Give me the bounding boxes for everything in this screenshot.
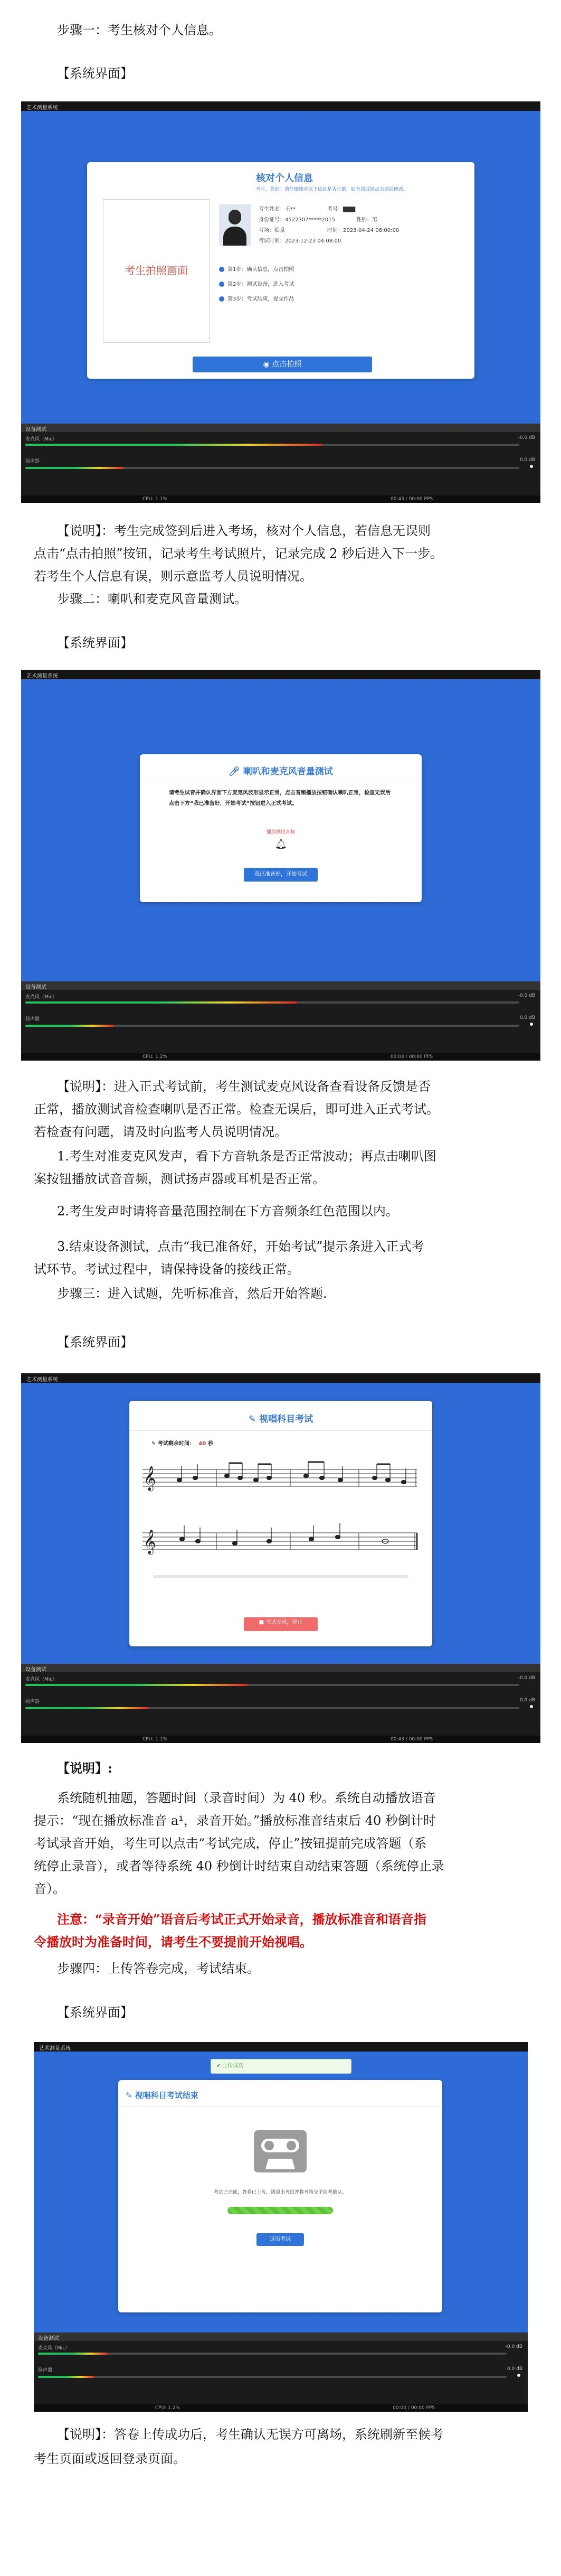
cassette-window <box>261 2139 299 2152</box>
step-list <box>219 263 294 307</box>
cassette-reel <box>287 2141 296 2150</box>
pencil-icon: ✎ <box>126 2091 135 2100</box>
play-hint: 播放测试音频 <box>266 830 295 835</box>
cassette-base <box>265 2159 295 2169</box>
status-left: CPU: 1.1% <box>142 497 168 502</box>
speaker-level-track <box>25 1707 519 1709</box>
card-body: 请考生试音并确认界面下方麦克风波形显示正常，点击音频播放按钮确认喇叭正常，检查无误后点击下方“我已准备好，开始考试”按钮进入正式考试。 <box>169 790 391 807</box>
avatar-head <box>229 210 241 224</box>
device-panel-header: 设备测试 <box>21 1664 540 1672</box>
pencil-icon: ✎ <box>151 1441 158 1447</box>
mic-label: 麦克风（Mic） <box>25 995 58 1000</box>
countdown-value: 40 <box>198 1441 206 1447</box>
speaker-label: 扬声器 <box>25 1699 40 1704</box>
mic-label: 麦克风（Mic） <box>38 2346 70 2351</box>
para3-line: 提示：“现在播放标准音 a¹，录音开始。”播放标准音结束后 40 秒倒计时 <box>34 1813 436 1828</box>
para1-line: 【说明】：考生完成签到后进入考场，核对个人信息，若信息无误则 <box>57 523 431 538</box>
card-title-row: ✎ 视唱科目考试结束 <box>126 2091 198 2100</box>
field-row: 身份证号：4522307*****2015 性别：男 <box>259 217 377 223</box>
step3-heading: 步骤三：进入试题，先听标准音，然后开始答题. <box>57 1286 327 1301</box>
para2-line: 2.考生发声时请将音量范围控制在下方音频条红色范围以内。 <box>57 1204 398 1219</box>
countdown: ✎ 考试剩余时间： 40 秒 <box>151 1441 214 1447</box>
mic-level-fill <box>25 1001 297 1004</box>
para2-line: 正常，播放测试音检查喇叭是否正常。检查无误后，即可进入正式考试。 <box>34 1102 439 1117</box>
status-bar <box>21 495 540 503</box>
speaker-icon[interactable]: 🔔︎ <box>275 839 287 850</box>
progress-track <box>153 1575 408 1578</box>
speaker-level-track <box>25 1025 519 1027</box>
camera-icon: ◉ <box>263 360 272 369</box>
para3-line: 统停止录音），或者等待系统 40 秒倒计时结束自动结束答题（系统停止录 <box>34 1859 444 1874</box>
para2-line: 3.结束设备测试，点击“我已准备好，开始考试”提示条进入正式考 <box>57 1239 424 1254</box>
status-bar <box>21 1736 540 1743</box>
upload-success-toast: ✔ 上传成功 <box>211 2059 351 2074</box>
para2-line: 若检查有问题，请及时向监考人员说明情况。 <box>34 1125 287 1139</box>
mic-label: 麦克风（Mic） <box>25 1677 58 1682</box>
para3-label: 【说明】: <box>57 1760 112 1776</box>
level-right: -0.0 dB <box>505 2344 522 2349</box>
status-right: 00:43 / 00:00 PPS <box>391 1737 433 1742</box>
level-left: 0.0 dB <box>507 2366 522 2372</box>
speaker-label: 扬声器 <box>25 459 40 464</box>
para3-note: 令播放时为准备时间，请考生不要提前开始视唱。 <box>34 1934 312 1950</box>
mic-level-fill <box>25 444 322 446</box>
app-title: 艺术测量系统 <box>26 1377 58 1383</box>
screenshot-sight-singing <box>21 1373 540 1743</box>
speaker-level-fill <box>25 1707 149 1709</box>
device-panel <box>34 2333 528 2412</box>
music-score <box>137 1459 424 1591</box>
speaker-level-fill <box>25 467 124 469</box>
step2-section-label: 【系统界面】 <box>57 635 133 650</box>
para3-line: 考试录音开始，考生可以点击“考试完成，停止”按钮提前完成答题（系 <box>34 1836 427 1851</box>
para2-line: 案按钮播放试音音频，测试扬声器或耳机是否正常。 <box>34 1172 325 1186</box>
status-right: 00:00 / 00:00 PPS <box>391 1054 433 1060</box>
exit-exam-button[interactable]: 退出考试 <box>256 2233 304 2246</box>
device-panel <box>21 981 540 1061</box>
step-item: 第2步：测试设备，进入考试 <box>219 277 294 292</box>
field-row: 考试时间：2023-12-23 04:08:00 <box>259 238 341 244</box>
speaker-level-track <box>38 2376 507 2378</box>
speaker-label: 扬声器 <box>25 1017 40 1022</box>
menu-icon[interactable] <box>530 1705 533 1708</box>
info-card <box>87 162 474 379</box>
status-bar <box>34 2404 528 2412</box>
device-panel <box>21 424 540 503</box>
device-test-card <box>140 754 422 902</box>
mic-level-track <box>25 1001 519 1004</box>
para4-line: 【说明】：答卷上传成功后，考生确认无误方可离场，系统刷新至候考 <box>57 2427 443 2442</box>
notes-row-2 <box>180 1523 389 1545</box>
card-title-row: 🎤︎ 喇叭和麦克风音量测试 <box>229 766 333 777</box>
mic-level-track <box>25 444 519 446</box>
app-title: 艺术测量系统 <box>39 2046 71 2052</box>
para4-line: 考生页面或返回登录页面。 <box>34 2451 186 2466</box>
stop-icon: ■ <box>259 1619 266 1625</box>
finish-stop-button[interactable]: ■ 考试完成，停止 <box>244 1617 318 1631</box>
screenshot-check-info <box>21 101 540 503</box>
status-bar <box>21 1053 540 1061</box>
step4-section-label: 【系统界面】 <box>57 2005 133 2020</box>
mic-level-track <box>38 2353 507 2355</box>
step-item: 第3步：考试结束，提交作品 <box>219 292 294 307</box>
pencil-icon: ✎ <box>248 1414 260 1425</box>
app-titlebar <box>21 101 540 111</box>
speaker-label: 扬声器 <box>38 2368 53 2373</box>
level-left: 0.0 dB <box>519 1698 535 1703</box>
avatar <box>219 204 251 246</box>
step1-section-label: 【系统界面】 <box>57 66 133 81</box>
mic-level-fill <box>38 2353 108 2355</box>
para3-note: 注意：“录音开始”语音后考试正式开始录音，播放标准音和语音指 <box>57 1912 426 1927</box>
upload-progress-fill <box>227 2207 333 2214</box>
para2-line: 试环节。考试过程中，请保持设备的接线正常。 <box>34 1262 300 1277</box>
mic-label: 麦克风（Mic） <box>25 437 58 442</box>
card-title: 核对个人信息 <box>256 173 313 184</box>
menu-icon[interactable] <box>517 2374 520 2377</box>
exam-card <box>129 1401 432 1646</box>
para1-line: 若考生个人信息有误，则示意监考人员说明情况。 <box>34 569 312 584</box>
step-item: 第1步：确认信息，点击拍照 <box>219 263 294 277</box>
photo-frame <box>103 199 210 343</box>
ready-start-button[interactable]: 我已准备好，开始考试 <box>244 868 318 882</box>
level-right: -0.0 dB <box>518 435 535 441</box>
mic-level-fill <box>25 1684 248 1686</box>
para2-line: 1.考生对准麦克风发声，看下方音轨条是否正常波动；再点击喇叭图 <box>57 1149 436 1164</box>
card-notice: 考生，您好！请仔细核对以下信息是否正确，如有误或请点击返回修改。 <box>256 187 408 192</box>
divider <box>118 2106 442 2107</box>
menu-icon[interactable] <box>530 1023 533 1026</box>
notes-row-1 <box>177 1462 406 1484</box>
avatar-body <box>223 227 246 246</box>
device-panel-header: 设备测试 <box>21 981 540 990</box>
microphone-icon: 🎤︎ <box>229 766 243 777</box>
screenshot-device-test <box>21 670 540 1061</box>
level-right: -0.0 dB <box>518 993 535 998</box>
step4-heading: 步骤四：上传答卷完成，考试结束。 <box>57 1961 260 1976</box>
status-right: 00:00 / 00:00 PPS <box>393 2405 435 2411</box>
field-list <box>259 204 470 247</box>
speaker-level-fill <box>38 2376 94 2378</box>
finish-body: 考试已完成，答卷已上传，请退出考试并将考场交予监考确认。 <box>213 2190 347 2195</box>
para3-line: 系统随机抽题，答题时间（录音时间）为 40 秒。系统自动播放语音 <box>57 1791 436 1805</box>
finish-card <box>118 2080 442 2312</box>
app-titlebar <box>34 2042 528 2052</box>
step2-heading: 步骤二：喇叭和麦克风音量测试。 <box>57 592 247 606</box>
level-left: 0.0 dB <box>519 457 535 463</box>
para2-line: 【说明】：进入正式考试前，考生测试麦克风设备查看设备反馈是否 <box>57 1079 431 1094</box>
device-panel <box>21 1664 540 1743</box>
cassette-icon <box>254 2130 307 2172</box>
field-row: 考生姓名：王** 考号：▇▇▇ <box>259 207 356 212</box>
level-left: 0.0 dB <box>519 1015 535 1020</box>
staff-2 <box>142 1533 417 1550</box>
device-panel-header: 设备测试 <box>34 2333 528 2341</box>
mic-level-track <box>25 1684 519 1686</box>
speaker-level-track <box>25 467 519 469</box>
card-title-row: ✎ 视唱科目考试 <box>248 1414 313 1425</box>
device-panel-header: 设备测试 <box>21 424 540 432</box>
menu-icon[interactable] <box>530 465 533 468</box>
field-row: 考场：临量 时间：2023-04-24 06:00:00 <box>259 228 400 233</box>
app-titlebar <box>21 670 540 679</box>
app-title: 艺术测量系统 <box>26 673 58 679</box>
para3-line: 音）。 <box>34 1881 65 1896</box>
app-title: 艺术测量系统 <box>26 105 58 111</box>
speaker-level-fill <box>25 1025 114 1027</box>
take-photo-button[interactable]: ◉ 点击拍照 <box>193 357 372 372</box>
status-left: CPU: 1.1% <box>142 1737 168 1742</box>
app-titlebar <box>21 1373 540 1383</box>
screenshot-exam-finished <box>34 2042 528 2412</box>
status-right: 00:43 / 00:00 PPS <box>391 497 433 502</box>
treble-clef-icon: 𝄞 <box>144 1466 156 1491</box>
level-right: -0.0 dB <box>518 1675 535 1681</box>
divider <box>129 1430 432 1431</box>
para1-line: 点击“点击拍照”按钮，记录考生考试照片，记录完成 2 秒后进入下一步。 <box>34 546 443 561</box>
step1-heading: 步骤一：考生核对个人信息。 <box>57 23 222 38</box>
photo-placeholder: 考生拍照画面 <box>125 264 188 277</box>
check-icon: ✔ <box>216 2063 223 2069</box>
cassette-reel <box>264 2141 274 2150</box>
status-left: CPU: 1.2% <box>142 1054 168 1060</box>
treble-clef-icon: 𝄞 <box>144 1530 156 1554</box>
upload-progress-track <box>227 2207 333 2214</box>
status-left: CPU: 1.2% <box>155 2405 180 2411</box>
step3-section-label: 【系统界面】 <box>57 1335 133 1350</box>
